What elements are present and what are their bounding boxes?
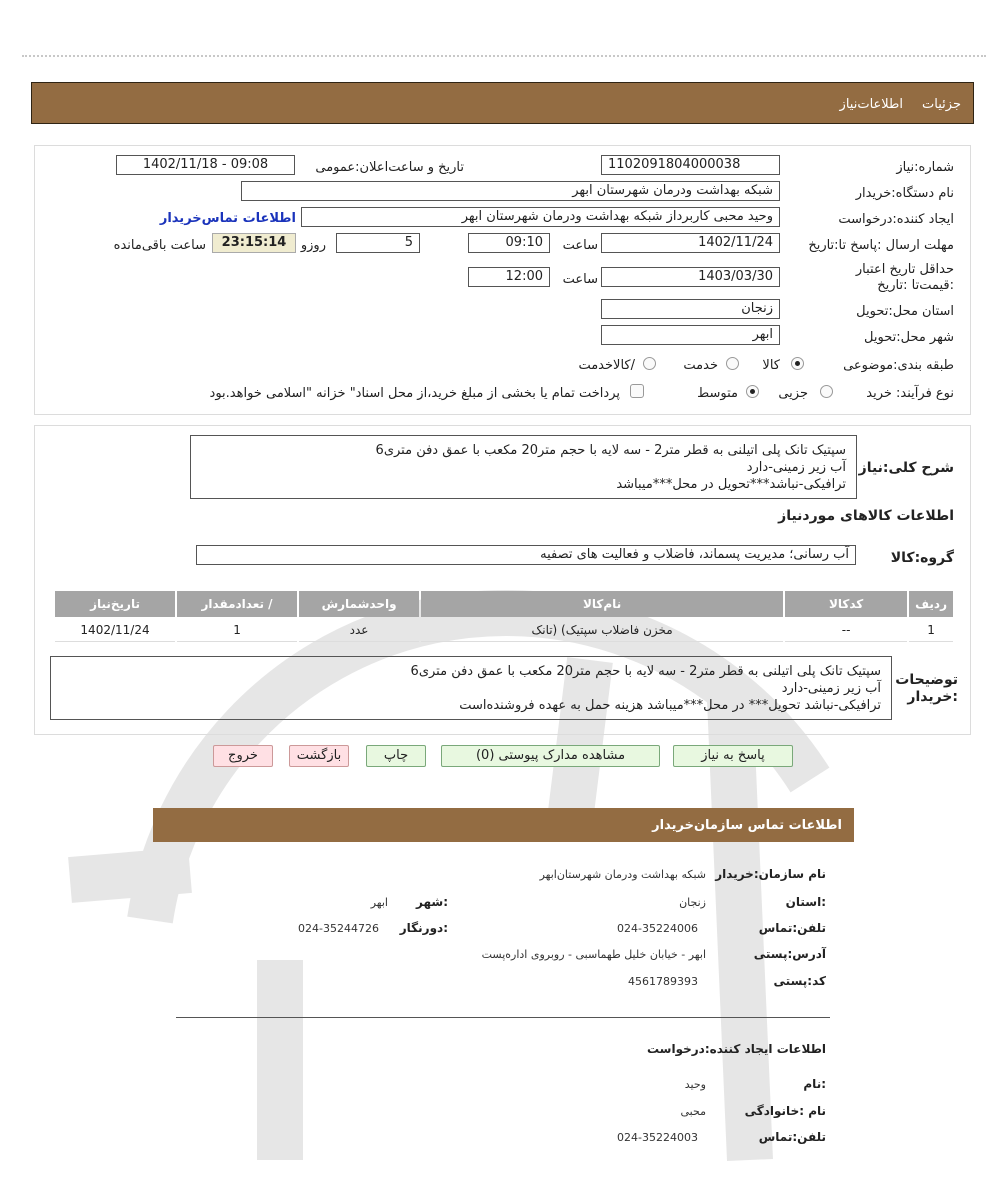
validity-label: حداقل تاریخ اعتبار :قیمت‌تا :تاریخ [855,262,954,293]
buyer-contact-link[interactable]: اطلاعات تماس‌خریدار [159,211,296,226]
creator-phone-value: 024-35224003 [617,1131,698,1144]
radio-goods-service[interactable] [643,357,656,370]
cell-unit: عدد [299,619,419,642]
contact-address-label: آدرس:پستی [753,947,826,961]
province-field: زنجان [601,299,780,319]
city-field: ابهر [601,325,780,345]
announce-field: 1402/11/18 - 09:08 [116,155,295,175]
contact-org-label: نام سازمان:خریدار [715,867,826,881]
remaining-label: ساعت باقی‌مانده [113,238,206,253]
contact-phone-value: 024-35224006 [617,922,698,935]
creator-family-value: محبی [680,1105,706,1118]
radio-partial-label: جزیی [778,386,808,401]
radio-service-label: خدمت [683,358,718,373]
contact-province-label: :استان [785,895,826,909]
summary-label: شرح کلی:نیاز [858,460,954,476]
notes-line: آب زیر زمینی-دارد [781,681,881,696]
summary-line: سپتیک تانک پلی اتیلنی به قطر متر2 - سه لایه با حجم متر20 مکعب با عمق دفن متری6 [375,443,846,458]
reply-button[interactable]: پاسخ به نیاز [673,745,793,767]
table-row [55,619,953,642]
creator-field: وحید محبی کاربرداز شبکه بهداشت ودرمان شهرستان ابهر [301,207,780,227]
buyer-notes-label: توضیحات :خریدار [895,672,958,705]
process-label: نوع فرآیند: خرید [866,386,954,401]
contact-divider [176,1017,830,1018]
contact-header-title: اطلاعات تماس سازمان‌خریدار [652,818,842,833]
back-button[interactable]: بازگشت [289,745,349,767]
need-number-field: 1102091804000038 [601,155,780,175]
contact-fax-value: 024-35244726 [298,922,379,935]
radio-medium[interactable] [746,385,759,398]
cell-need-date: 1402/11/24 [55,619,175,642]
col-row: ردیف [909,591,953,617]
exit-button[interactable]: خروج [213,745,273,767]
radio-goods-service-label: /کالاخدمت [578,358,635,373]
creator-name-value: وحید [684,1078,706,1091]
col-name: نام‌کالا [421,591,783,617]
radio-service[interactable] [726,357,739,370]
deadline-date-field: 1402/11/24 [601,233,780,253]
goods-info-title: اطلاعات کالاهای موردنیاز [778,508,954,524]
radio-partial[interactable] [820,385,833,398]
cell-name: مخزن فاضلاب سپتیک) (تانک [421,619,783,642]
treasury-payment-note: پرداخت تمام یا بخشی از مبلغ خرید،از محل اسناد" خزانه "اسلامی خواهد.بود [209,386,620,401]
radio-goods[interactable] [791,357,804,370]
deadline-time-field: 09:10 [468,233,550,253]
buyer-notes-text [50,656,892,720]
validity-date-field: 1403/03/30 [601,267,780,287]
contact-city-value: ابهر [370,896,388,909]
attachments-button[interactable]: مشاهده مدارک پیوستی (0) [441,745,660,767]
deadline-time-label: ساعت [562,238,598,253]
goods-group-field: آب رسانی؛ مدیریت پسماند، فاضلاب و فعالیت های تصفیه [196,545,856,565]
creator-phone-label: تلفن:تماس [758,1130,826,1144]
col-quantity: / تعدادمقدار [177,591,297,617]
radio-medium-label: متوسط [697,386,738,401]
contact-city-label: :شهر [416,895,448,909]
contact-org-value: شبکه بهداشت ودرمان شهرستان‌ابهر [539,868,706,881]
tab-details[interactable]: جزئیات [922,97,961,112]
table-header-row [55,591,953,617]
days-field: 5 [336,233,420,253]
radio-goods-label: کالا [762,358,780,373]
creator-info-title: اطلاعات ایجاد کننده:درخواست [646,1042,826,1056]
cell-row: 1 [909,619,953,642]
col-need-date: تاریخ‌نیاز [55,591,175,617]
notes-line: سپتیک تانک پلی اتیلنی به قطر متر2 - سه لایه با حجم متر20 مکعب با عمق دفن متری6 [410,664,881,679]
contact-fax-label: :دورنگار [399,921,448,935]
contact-address-value: ابهر - خیابان خلیل طهماسبی - روبروی اداره‌پست [481,948,706,961]
tab-need-info[interactable]: اطلاعات‌نیاز [839,97,903,112]
contact-phone-label: تلفن:تماس [758,921,826,935]
notes-line: ترافیکی-نباشد تحویل*** در محل***میباشد هزینه حمل به عهده فروشنده‌است [459,698,881,713]
contact-header-bar [153,808,854,842]
announce-label: تاریخ و ساعت‌اعلان:عمومی [315,160,464,175]
goods-table [53,589,955,644]
summary-line: ترافیکی-نباشد***تحویل در محل***میباشد [616,477,846,492]
goods-group-label: گروه:کالا [890,550,954,566]
province-label: استان محل:تحویل [856,304,954,319]
validity-time-label: ساعت [562,272,598,287]
days-label: روزو [300,238,326,253]
creator-name-label: :نام [803,1077,826,1091]
buyer-org-field: شبکه بهداشت ودرمان شهرستان ابهر [241,181,780,201]
col-unit: واحدشمارش [299,591,419,617]
details-header-bar [31,82,974,124]
need-number-label: شماره:نیاز [896,160,954,175]
remaining-timer: 23:15:14 [212,233,296,253]
deadline-label: مهلت ارسال :پاسخ تا:تاریخ [808,238,954,253]
top-divider [22,55,986,57]
col-code: کدکالا [785,591,907,617]
creator-label: ایجاد کننده:درخواست [838,212,954,227]
cell-code: -- [785,619,907,642]
city-label: شهر محل:تحویل [864,330,954,345]
treasury-payment-checkbox[interactable] [630,384,644,398]
cell-quantity: 1 [177,619,297,642]
creator-family-label: نام :خانوادگی [744,1104,826,1118]
print-button[interactable]: چاپ [366,745,426,767]
category-label: طبقه بندی:موضوعی [843,358,954,373]
summary-line: آب زیر زمینی-دارد [746,460,846,475]
contact-postal-label: کد:پستی [773,974,826,988]
contact-province-value: زنجان [679,896,706,909]
buyer-org-label: نام دستگاه:خریدار [855,186,954,201]
contact-postal-value: 4561789393 [628,975,698,988]
summary-text [190,435,857,499]
validity-time-field: 12:00 [468,267,550,287]
